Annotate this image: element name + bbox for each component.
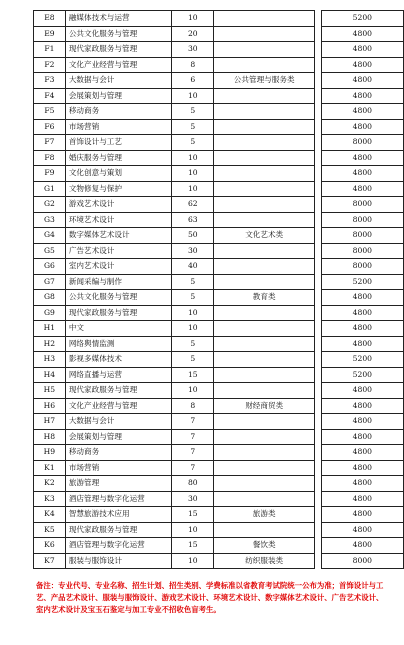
spacer-cell — [315, 352, 322, 368]
tuition-fee-cell: 4800 — [321, 73, 403, 89]
tuition-fee-cell: 4800 — [321, 57, 403, 73]
spacer-cell — [315, 135, 322, 151]
spacer-cell — [315, 88, 322, 104]
plan-count-cell: 50 — [172, 228, 214, 244]
plan-count-cell: 5 — [172, 119, 214, 135]
category-cell — [214, 305, 315, 321]
table-row — [34, 553, 404, 569]
major-name-cell: 现代家政服务与管理 — [65, 383, 171, 399]
major-code-cell: K3 — [34, 491, 66, 507]
table-row — [34, 243, 404, 259]
spacer-cell — [315, 42, 322, 58]
major-name-cell: 游戏艺术设计 — [65, 197, 171, 213]
plan-count-cell: 10 — [172, 166, 214, 182]
major-code-cell: F4 — [34, 88, 66, 104]
major-name-cell: 现代家政服务与管理 — [65, 305, 171, 321]
spacer-cell — [315, 522, 322, 538]
plan-count-cell: 15 — [172, 538, 214, 554]
plan-count-cell: 7 — [172, 460, 214, 476]
spacer-cell — [315, 181, 322, 197]
spacer-cell — [315, 414, 322, 430]
major-name-cell: 婚庆服务与管理 — [65, 150, 171, 166]
major-name-cell: 首饰设计与工艺 — [65, 135, 171, 151]
spacer-cell — [315, 398, 322, 414]
major-name-cell: 广告艺术设计 — [65, 243, 171, 259]
table-row — [34, 228, 404, 244]
major-code-cell: G4 — [34, 228, 66, 244]
major-code-cell: G7 — [34, 274, 66, 290]
category-cell — [214, 491, 315, 507]
plan-count-cell: 7 — [172, 445, 214, 461]
table-row — [34, 398, 404, 414]
spacer-cell — [315, 290, 322, 306]
table-row — [34, 135, 404, 151]
spacer-cell — [315, 367, 322, 383]
major-name-cell: 融媒体技术与运营 — [65, 11, 171, 27]
category-cell — [214, 352, 315, 368]
major-name-cell: 公共文化服务与管理 — [65, 290, 171, 306]
tuition-fee-cell: 4800 — [321, 166, 403, 182]
tuition-fee-cell: 8000 — [321, 212, 403, 228]
table-row — [34, 476, 404, 492]
category-cell — [214, 460, 315, 476]
major-name-cell: 大数据与会计 — [65, 73, 171, 89]
category-cell — [214, 26, 315, 42]
tuition-fee-cell: 4800 — [321, 460, 403, 476]
category-cell — [214, 383, 315, 399]
table-row — [34, 538, 404, 554]
major-code-cell: K2 — [34, 476, 66, 492]
spacer-cell — [315, 212, 322, 228]
major-code-cell: F7 — [34, 135, 66, 151]
plan-count-cell: 10 — [172, 522, 214, 538]
table-row — [34, 73, 404, 89]
major-code-cell: K1 — [34, 460, 66, 476]
category-cell — [214, 522, 315, 538]
major-name-cell: 公共文化服务与管理 — [65, 26, 171, 42]
tuition-fee-cell: 4800 — [321, 181, 403, 197]
major-code-cell: E9 — [34, 26, 66, 42]
major-name-cell: 文化产业经营与管理 — [65, 57, 171, 73]
plan-count-cell: 15 — [172, 367, 214, 383]
plan-count-cell: 10 — [172, 88, 214, 104]
major-name-cell: 旅游管理 — [65, 476, 171, 492]
tuition-fee-cell: 4800 — [321, 522, 403, 538]
major-code-cell: G3 — [34, 212, 66, 228]
table-row — [34, 321, 404, 337]
plan-count-cell: 6 — [172, 73, 214, 89]
category-cell — [214, 414, 315, 430]
major-name-cell: 市场营销 — [65, 460, 171, 476]
major-code-cell: G5 — [34, 243, 66, 259]
tuition-fee-cell: 4800 — [321, 290, 403, 306]
major-code-cell: K7 — [34, 553, 66, 569]
major-code-cell: F5 — [34, 104, 66, 120]
plan-count-cell: 5 — [172, 104, 214, 120]
major-code-cell: G1 — [34, 181, 66, 197]
category-cell — [214, 476, 315, 492]
major-code-cell: K4 — [34, 507, 66, 523]
admission-table — [33, 10, 404, 569]
major-code-cell: H5 — [34, 383, 66, 399]
tuition-fee-cell: 8000 — [321, 197, 403, 213]
spacer-cell — [315, 460, 322, 476]
major-name-cell: 会展策划与管理 — [65, 429, 171, 445]
plan-count-cell: 5 — [172, 274, 214, 290]
tuition-fee-cell: 8000 — [321, 553, 403, 569]
table-row — [34, 259, 404, 275]
plan-count-cell: 5 — [172, 135, 214, 151]
plan-count-cell: 10 — [172, 383, 214, 399]
major-code-cell: H7 — [34, 414, 66, 430]
spacer-cell — [315, 11, 322, 27]
major-name-cell: 室内艺术设计 — [65, 259, 171, 275]
tuition-fee-cell: 4800 — [321, 104, 403, 120]
major-code-cell: F2 — [34, 57, 66, 73]
tuition-fee-cell: 4800 — [321, 445, 403, 461]
tuition-fee-cell: 4800 — [321, 507, 403, 523]
table-row — [34, 150, 404, 166]
major-code-cell: F6 — [34, 119, 66, 135]
spacer-cell — [315, 321, 322, 337]
plan-count-cell: 8 — [172, 398, 214, 414]
plan-count-cell: 10 — [172, 11, 214, 27]
spacer-cell — [315, 538, 322, 554]
category-cell — [214, 429, 315, 445]
category-cell — [214, 367, 315, 383]
spacer-cell — [315, 197, 322, 213]
major-name-cell: 移动商务 — [65, 445, 171, 461]
table-row — [34, 414, 404, 430]
major-code-cell: E8 — [34, 11, 66, 27]
table-row — [34, 445, 404, 461]
major-code-cell: H3 — [34, 352, 66, 368]
category-cell: 旅游类 — [214, 507, 315, 523]
category-cell: 公共管理与服务类 — [214, 73, 315, 89]
category-cell — [214, 243, 315, 259]
category-cell — [214, 166, 315, 182]
tuition-fee-cell: 5200 — [321, 352, 403, 368]
major-name-cell: 文物修复与保护 — [65, 181, 171, 197]
category-cell — [214, 135, 315, 151]
plan-count-cell: 5 — [172, 290, 214, 306]
spacer-cell — [315, 57, 322, 73]
spacer-cell — [315, 553, 322, 569]
spacer-cell — [315, 476, 322, 492]
major-name-cell: 网络直播与运营 — [65, 367, 171, 383]
table-row — [34, 352, 404, 368]
spacer-cell — [315, 274, 322, 290]
tuition-fee-cell: 4800 — [321, 88, 403, 104]
spacer-cell — [315, 445, 322, 461]
table-row — [34, 274, 404, 290]
table-row — [34, 491, 404, 507]
plan-count-cell: 30 — [172, 42, 214, 58]
tuition-fee-cell: 4800 — [321, 491, 403, 507]
major-name-cell: 网络舆情监测 — [65, 336, 171, 352]
table-row — [34, 104, 404, 120]
major-code-cell: H2 — [34, 336, 66, 352]
category-cell — [214, 119, 315, 135]
major-code-cell: K6 — [34, 538, 66, 554]
tuition-fee-cell: 4800 — [321, 414, 403, 430]
major-code-cell: G9 — [34, 305, 66, 321]
table-row — [34, 367, 404, 383]
major-code-cell: K5 — [34, 522, 66, 538]
category-cell — [214, 259, 315, 275]
tuition-fee-cell: 4800 — [321, 383, 403, 399]
category-cell: 财经商贸类 — [214, 398, 315, 414]
plan-count-cell: 10 — [172, 181, 214, 197]
plan-count-cell: 5 — [172, 352, 214, 368]
major-code-cell: F3 — [34, 73, 66, 89]
table-row — [34, 305, 404, 321]
category-cell — [214, 150, 315, 166]
tuition-fee-cell: 4800 — [321, 429, 403, 445]
table-row — [34, 119, 404, 135]
plan-count-cell: 7 — [172, 414, 214, 430]
tuition-fee-cell: 4800 — [321, 476, 403, 492]
major-code-cell: H1 — [34, 321, 66, 337]
tuition-fee-cell: 5200 — [321, 274, 403, 290]
plan-count-cell: 10 — [172, 553, 214, 569]
major-name-cell: 酒店管理与数字化运营 — [65, 538, 171, 554]
major-name-cell: 智慧旅游技术应用 — [65, 507, 171, 523]
category-cell — [214, 42, 315, 58]
table-row — [34, 460, 404, 476]
spacer-cell — [315, 429, 322, 445]
table-row — [34, 42, 404, 58]
category-cell — [214, 445, 315, 461]
category-cell — [214, 321, 315, 337]
category-cell: 文化艺术类 — [214, 228, 315, 244]
tuition-fee-cell: 8000 — [321, 259, 403, 275]
category-cell: 餐饮类 — [214, 538, 315, 554]
plan-count-cell: 5 — [172, 336, 214, 352]
tuition-fee-cell: 8000 — [321, 243, 403, 259]
spacer-cell — [315, 259, 322, 275]
major-code-cell: H6 — [34, 398, 66, 414]
table-row — [34, 336, 404, 352]
spacer-cell — [315, 166, 322, 182]
remark-note: 备注：专业代号、专业名称、招生计划、招生类别、学费标准以省教育考试院统一公布为准；首饰设计与工艺、产品艺术设计、服装与服饰设计、游戏艺术设计、环境艺术设计、数字媒体艺术设计、广告艺术设计、室内艺术设计及宝玉石鉴定与加工专业不招收色盲考生。 — [36, 581, 384, 614]
major-code-cell: F1 — [34, 42, 66, 58]
major-name-cell: 新闻采编与制作 — [65, 274, 171, 290]
major-name-cell: 移动商务 — [65, 104, 171, 120]
major-name-cell: 文化产业经营与管理 — [65, 398, 171, 414]
major-name-cell: 文化创意与策划 — [65, 166, 171, 182]
category-cell — [214, 181, 315, 197]
table-row — [34, 88, 404, 104]
category-cell — [214, 88, 315, 104]
tuition-fee-cell: 8000 — [321, 228, 403, 244]
major-code-cell: F8 — [34, 150, 66, 166]
category-cell — [214, 336, 315, 352]
major-name-cell: 环境艺术设计 — [65, 212, 171, 228]
major-name-cell: 数字媒体艺术设计 — [65, 228, 171, 244]
spacer-cell — [315, 507, 322, 523]
category-cell: 教育类 — [214, 290, 315, 306]
major-code-cell: F9 — [34, 166, 66, 182]
spacer-cell — [315, 305, 322, 321]
plan-count-cell: 15 — [172, 507, 214, 523]
table-row — [34, 181, 404, 197]
table-row — [34, 11, 404, 27]
major-name-cell: 现代家政服务与管理 — [65, 42, 171, 58]
major-name-cell: 酒店管理与数字化运营 — [65, 491, 171, 507]
category-cell — [214, 197, 315, 213]
tuition-fee-cell: 4800 — [321, 305, 403, 321]
table-row — [34, 290, 404, 306]
spacer-cell — [315, 119, 322, 135]
category-cell — [214, 274, 315, 290]
spacer-cell — [315, 104, 322, 120]
category-cell — [214, 11, 315, 27]
major-code-cell: H4 — [34, 367, 66, 383]
spacer-cell — [315, 228, 322, 244]
tuition-fee-cell: 4800 — [321, 336, 403, 352]
plan-count-cell: 63 — [172, 212, 214, 228]
table-row — [34, 26, 404, 42]
table-row — [34, 166, 404, 182]
tuition-fee-cell: 4800 — [321, 321, 403, 337]
plan-count-cell: 8 — [172, 57, 214, 73]
tuition-fee-cell: 4800 — [321, 26, 403, 42]
major-name-cell: 大数据与会计 — [65, 414, 171, 430]
category-cell: 纺织服装类 — [214, 553, 315, 569]
spacer-cell — [315, 491, 322, 507]
tuition-fee-cell: 4800 — [321, 119, 403, 135]
major-name-cell: 现代家政服务与管理 — [65, 522, 171, 538]
plan-count-cell: 30 — [172, 491, 214, 507]
spacer-cell — [315, 243, 322, 259]
major-name-cell: 会展策划与管理 — [65, 88, 171, 104]
major-name-cell: 影视多媒体技术 — [65, 352, 171, 368]
major-code-cell: G8 — [34, 290, 66, 306]
table-row — [34, 197, 404, 213]
category-cell — [214, 104, 315, 120]
table-row — [34, 507, 404, 523]
category-cell — [214, 212, 315, 228]
plan-count-cell: 40 — [172, 259, 214, 275]
major-code-cell: H8 — [34, 429, 66, 445]
spacer-cell — [315, 383, 322, 399]
plan-count-cell: 62 — [172, 197, 214, 213]
table-row — [34, 522, 404, 538]
spacer-cell — [315, 336, 322, 352]
plan-count-cell: 80 — [172, 476, 214, 492]
tuition-fee-cell: 5200 — [321, 11, 403, 27]
plan-count-cell: 20 — [172, 26, 214, 42]
major-name-cell: 市场营销 — [65, 119, 171, 135]
major-name-cell: 中文 — [65, 321, 171, 337]
tuition-fee-cell: 8000 — [321, 135, 403, 151]
tuition-fee-cell: 4800 — [321, 150, 403, 166]
plan-count-cell: 10 — [172, 150, 214, 166]
admission-table-sheet — [33, 10, 404, 569]
major-code-cell: H9 — [34, 445, 66, 461]
category-cell — [214, 57, 315, 73]
plan-count-cell: 10 — [172, 321, 214, 337]
spacer-cell — [315, 26, 322, 42]
table-row — [34, 429, 404, 445]
tuition-fee-cell: 4800 — [321, 398, 403, 414]
table-row — [34, 57, 404, 73]
table-row — [34, 212, 404, 228]
spacer-cell — [315, 150, 322, 166]
spacer-cell — [315, 73, 322, 89]
plan-count-cell: 10 — [172, 305, 214, 321]
tuition-fee-cell: 4800 — [321, 538, 403, 554]
plan-count-cell: 30 — [172, 243, 214, 259]
table-row — [34, 383, 404, 399]
major-code-cell: G6 — [34, 259, 66, 275]
admission-table-body — [34, 11, 404, 569]
major-name-cell: 服装与服饰设计 — [65, 553, 171, 569]
tuition-fee-cell: 5200 — [321, 367, 403, 383]
tuition-fee-cell: 4800 — [321, 42, 403, 58]
plan-count-cell: 7 — [172, 429, 214, 445]
major-code-cell: G2 — [34, 197, 66, 213]
